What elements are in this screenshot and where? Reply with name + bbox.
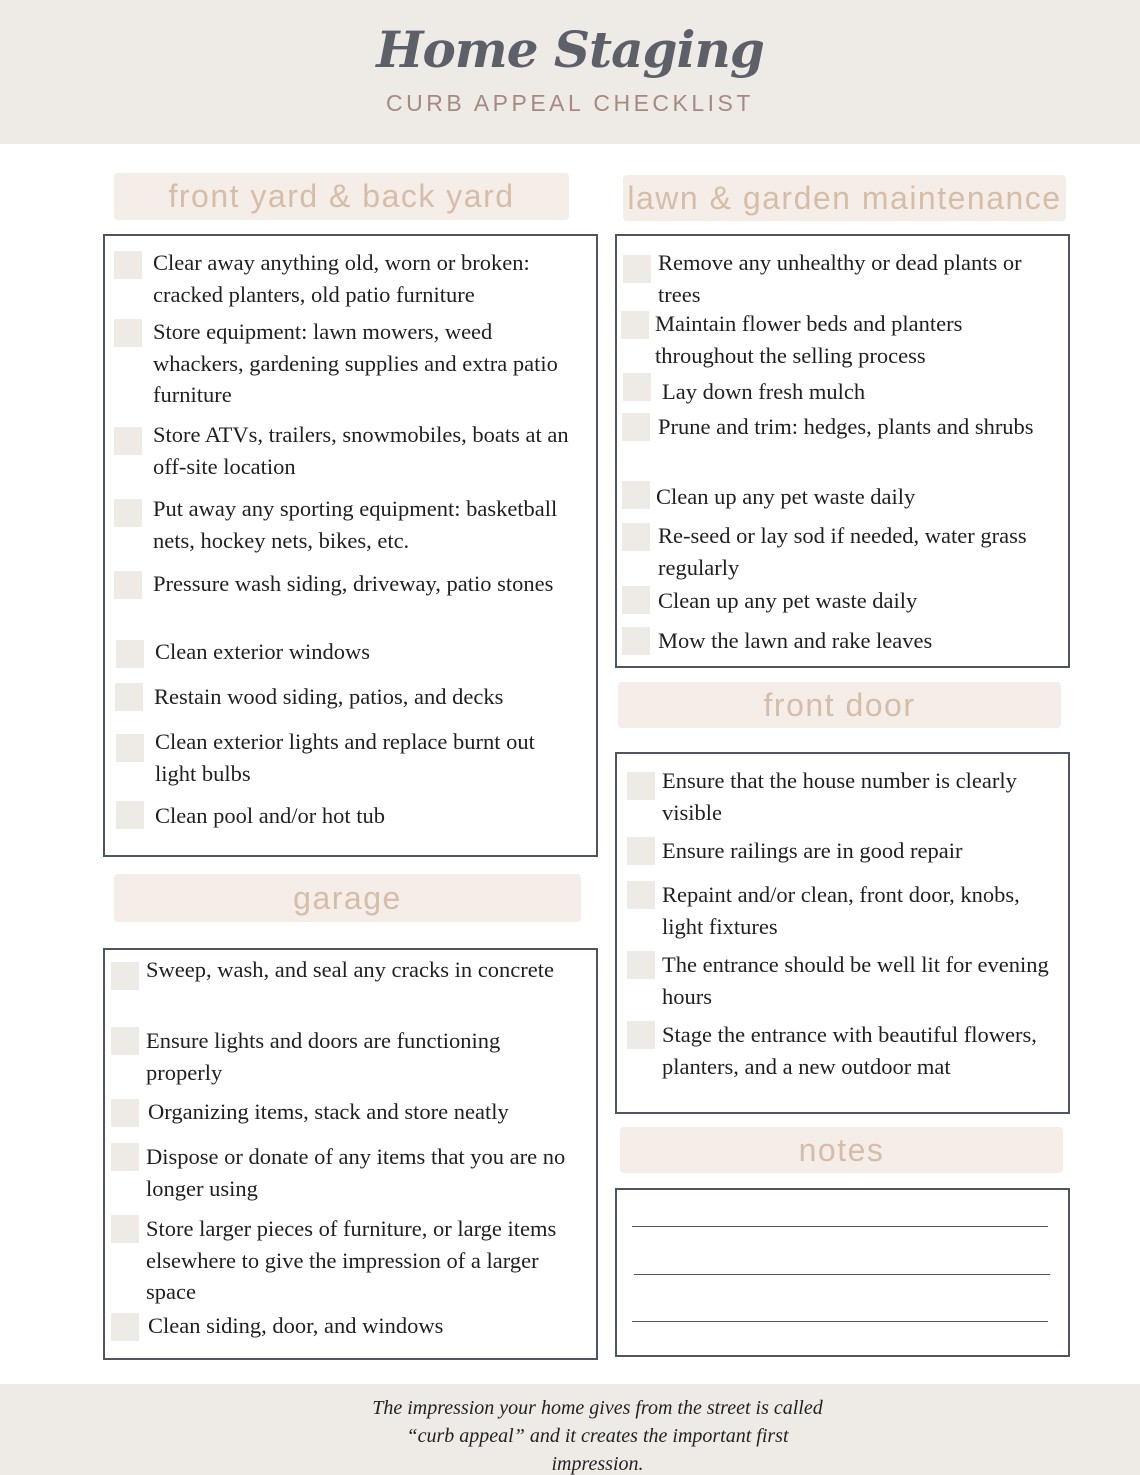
checklist-item[interactable] [627,765,1057,828]
checkbox[interactable] [111,1313,139,1341]
checklist-item[interactable] [622,481,1057,513]
item-label: Clean exterior windows [155,639,370,664]
item-label: Ensure railings are in good repair [662,838,963,863]
checklist-item[interactable] [621,308,1061,371]
checkbox[interactable] [116,640,144,668]
item-label: Sweep, wash, and seal any cracks in concrete [146,957,554,982]
checkbox[interactable] [116,801,144,829]
item-label: Store ATVs, trailers, snowmobiles, boats at an off-site location [153,422,569,479]
item-label: Mow the lawn and rake leaves [658,628,933,653]
checklist-item[interactable] [114,493,579,556]
section-title-door: front door [618,682,1061,728]
item-label: Clean pool and/or hot tub [155,803,385,828]
checkbox[interactable] [111,962,139,990]
item-label: Organizing items, stack and store neatly [148,1099,509,1124]
item-label: Clear away anything old, worn or broken: cracked planters, old patio furniture [153,250,530,307]
checkbox[interactable] [627,772,655,800]
section-title-notes: notes [620,1127,1063,1173]
checkbox[interactable] [622,627,650,655]
checkbox[interactable] [111,1027,139,1055]
item-label: Stage the entrance with beautiful flowers, planters, and a new outdoor mat [662,1022,1037,1079]
item-label: Clean exterior lights and replace burnt out light bulbs [155,729,535,786]
checkbox[interactable] [114,319,142,347]
page-subtitle: CURB APPEAL CHECKLIST [386,90,754,116]
item-label: Pressure wash siding, driveway, patio stones [153,571,554,596]
checkbox[interactable] [621,311,649,339]
checkbox[interactable] [111,1215,139,1243]
checkbox[interactable] [627,951,655,979]
checklist-item[interactable] [622,411,1057,443]
checkbox[interactable] [115,683,143,711]
item-label: Store larger pieces of furniture, or large items elsewhere to give the impression of a larger space [146,1216,557,1304]
checklist-item[interactable] [623,247,1058,310]
section-title-lawn: lawn & garden maintenance [623,175,1066,221]
checklist-item[interactable] [114,247,589,310]
item-label: Maintain flower beds and planters throughout the selling process [655,311,963,368]
notes-box[interactable] [615,1188,1070,1357]
checkbox[interactable] [114,571,142,599]
checkbox[interactable] [111,1143,139,1171]
item-label: Clean siding, door, and windows [148,1313,444,1338]
item-label: Clean up any pet waste daily [658,588,918,613]
checklist-item[interactable] [622,625,1057,657]
notes-line [632,1226,1048,1227]
section-title-garage: garage [114,874,581,922]
checkbox[interactable] [116,734,144,762]
item-label: Lay down fresh mulch [662,379,866,404]
checklist-item[interactable] [116,726,556,789]
checklist-item[interactable] [627,1019,1057,1082]
checklist-item[interactable] [622,585,1057,617]
checklist-item[interactable] [114,419,579,482]
checkbox[interactable] [622,481,650,509]
checklist-item[interactable] [622,520,1062,583]
checklist-item[interactable] [627,949,1057,1012]
checkbox[interactable] [111,1099,139,1127]
checkbox[interactable] [627,837,655,865]
checkbox[interactable] [627,881,655,909]
notes-line [632,1321,1048,1322]
checkbox[interactable] [622,586,650,614]
item-label: Ensure lights and doors are functioning properly [146,1028,501,1085]
checkbox[interactable] [114,499,142,527]
item-label: Repaint and/or clean, front door, knobs, light fixtures [662,882,1020,939]
checkbox[interactable] [622,413,650,441]
item-label: Restain wood siding, patios, and decks [154,684,504,709]
checklist-item[interactable] [111,1310,581,1342]
item-label: Put away any sporting equipment: basketball nets, hockey nets, bikes, etc. [153,496,558,553]
item-label: Store equipment: lawn mowers, weed whackers, gardening supplies and extra patio furniture [153,319,558,407]
item-label: Ensure that the house number is clearly visible [662,768,1017,825]
checklist-item[interactable] [111,1141,581,1204]
item-label: Prune and trim: hedges, plants and shrubs [658,414,1034,439]
checkbox[interactable] [627,1021,655,1049]
checklist-item[interactable] [627,835,1057,867]
notes-line [634,1274,1050,1275]
checklist-item[interactable] [114,568,579,600]
checkbox[interactable] [114,427,142,455]
item-label: Clean up any pet waste daily [656,484,916,509]
item-label: Remove any unhealthy or dead plants or trees [658,250,1022,307]
checklist-item[interactable] [111,954,576,990]
checklist-item[interactable] [111,1096,591,1128]
checkbox[interactable] [623,373,651,401]
checklist-item[interactable] [111,1213,581,1308]
item-label: The entrance should be well lit for evening hours [662,952,1049,1009]
checkbox[interactable] [114,251,142,279]
footer-quote: The impression your home gives from the street is called “curb appeal” and it creates the important first impression. [372,1397,823,1475]
checkbox[interactable] [622,523,650,551]
checkbox[interactable] [623,255,651,283]
item-label: Re-seed or lay sod if needed, water grass regularly [658,523,1027,580]
section-title-yard: front yard & back yard [114,173,569,220]
page-title: Home Staging [376,20,764,79]
checklist-item[interactable] [116,636,581,668]
checklist-item[interactable] [111,1025,581,1088]
checklist-item[interactable] [114,316,579,411]
checklist-item[interactable] [623,376,1058,408]
checklist-item[interactable] [627,879,1057,942]
checklist-item[interactable] [116,800,581,832]
checklist-item[interactable] [115,681,580,713]
item-label: Dispose or donate of any items that you are no longer using [146,1144,566,1201]
